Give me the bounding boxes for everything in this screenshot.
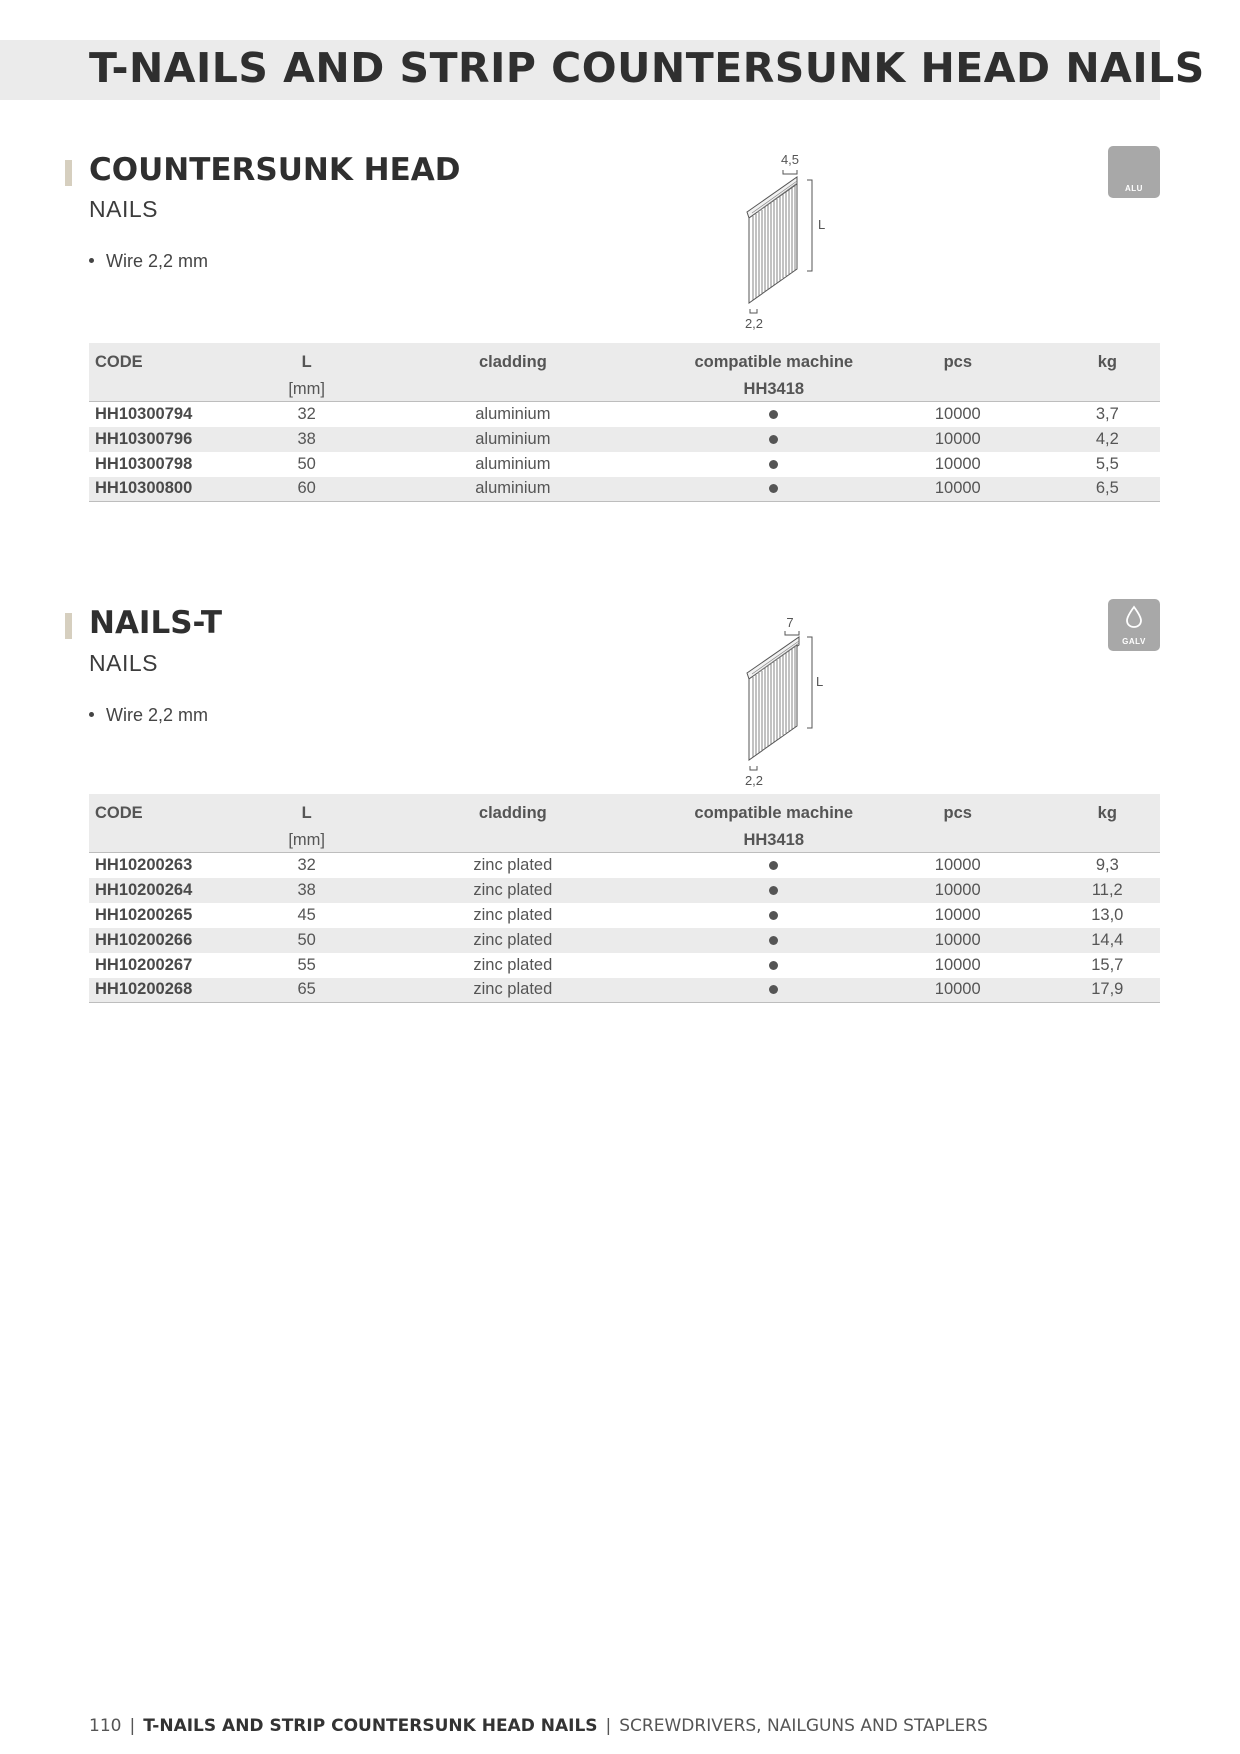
compatible-dot-icon [769, 410, 778, 419]
cell-l: 60 [297, 479, 316, 498]
cell-cladding: aluminium [475, 454, 551, 473]
footer-category: SCREWDRIVERS, NAILGUNS AND STAPLERS [619, 1716, 988, 1736]
col-header-kg: kg [1097, 352, 1117, 371]
cell-pcs: 10000 [934, 404, 981, 423]
product-table-countersunk [89, 343, 1160, 502]
cell-l: 45 [297, 905, 316, 924]
col-header-cladding: cladding [478, 352, 547, 371]
droplet-icon [1125, 605, 1143, 629]
section-title: COUNTERSUNK HEAD [89, 152, 461, 188]
table-row [89, 878, 1160, 903]
cell-kg: 9,3 [1095, 855, 1119, 874]
bullet-dot [89, 712, 94, 717]
table-row [89, 853, 1160, 878]
table-row [89, 953, 1160, 978]
footer-separator: | [129, 1716, 136, 1736]
cell-compatible [687, 427, 861, 452]
section-accent-bar [65, 613, 72, 639]
page-title: T-NAILS AND STRIP COUNTERSUNK HEAD NAILS [89, 44, 1205, 92]
cell-pcs: 10000 [934, 454, 981, 473]
spec-bullet [89, 251, 208, 272]
machine-model: HH3418 [743, 830, 805, 849]
cell-pcs: 10000 [934, 955, 981, 974]
compatible-dot-icon [769, 936, 778, 945]
cell-compatible [687, 978, 861, 1003]
col-header-l: L [301, 352, 312, 371]
cell-cladding: zinc plated [473, 855, 553, 874]
section-accent-bar [65, 160, 72, 186]
cell-cladding: zinc plated [473, 905, 553, 924]
cell-l: 32 [297, 404, 316, 423]
cell-pcs: 10000 [934, 930, 981, 949]
galv-badge [1108, 599, 1160, 651]
wire-dimension-label: 2,2 [744, 773, 764, 788]
cell-code: HH10200265 [95, 905, 193, 924]
cell-l: 32 [297, 855, 316, 874]
cell-code: HH10200263 [95, 855, 193, 874]
cell-pcs: 10000 [934, 479, 981, 498]
footer-section: T-NAILS AND STRIP COUNTERSUNK HEAD NAILS [143, 1716, 598, 1736]
cell-compatible [687, 477, 861, 502]
bullet-dot [89, 258, 94, 263]
section-subtitle: NAILS [89, 650, 158, 676]
cell-code: HH10200264 [95, 880, 193, 899]
cell-l: 38 [297, 880, 316, 899]
cell-code: HH10300796 [95, 429, 193, 448]
cell-l: 55 [297, 955, 316, 974]
product-table-nails-t [89, 794, 1160, 1003]
cell-kg: 13,0 [1091, 905, 1124, 924]
cell-compatible [687, 903, 861, 928]
cell-compatible [687, 878, 861, 903]
compatible-dot-icon [769, 484, 778, 493]
compatible-dot-icon [769, 886, 778, 895]
cell-kg: 6,5 [1095, 479, 1119, 498]
cell-code: HH10200266 [95, 930, 193, 949]
cell-code: HH10200268 [95, 980, 193, 999]
section-title: NAILS-T [89, 605, 223, 641]
col-header-code: CODE [95, 352, 143, 371]
cell-cladding: zinc plated [473, 980, 553, 999]
compatible-dot-icon [769, 911, 778, 920]
cell-pcs: 10000 [934, 855, 981, 874]
cell-kg: 15,7 [1091, 955, 1124, 974]
badge-label: GALV [1122, 637, 1146, 646]
cell-kg: 3,7 [1095, 404, 1119, 423]
col-header-l: L [301, 803, 312, 822]
col-unit-l: [mm] [288, 830, 325, 849]
cell-compatible [687, 452, 861, 477]
col-header-cladding: cladding [478, 803, 547, 822]
alu-badge [1108, 146, 1160, 198]
page-footer [89, 1716, 988, 1736]
cell-cladding: aluminium [475, 429, 551, 448]
table-row [89, 903, 1160, 928]
head-dimension-label: 4,5 [780, 152, 800, 167]
bullet-text: Wire 2,2 mm [106, 251, 209, 271]
table-row [89, 978, 1160, 1003]
col-header-pcs: pcs [943, 803, 972, 822]
cell-pcs: 10000 [934, 429, 981, 448]
machine-model: HH3418 [743, 379, 805, 398]
nail-strip-diagram [730, 607, 840, 792]
length-label: L [818, 217, 826, 232]
col-header-machine: compatible machine [694, 352, 854, 371]
cell-pcs: 10000 [934, 980, 981, 999]
cell-compatible [687, 402, 861, 427]
cell-compatible [687, 928, 861, 953]
cell-code: HH10200267 [95, 955, 193, 974]
cell-cladding: zinc plated [473, 955, 553, 974]
wire-dimension-label: 2,2 [744, 316, 764, 331]
cell-l: 65 [297, 980, 316, 999]
cell-kg: 4,2 [1095, 429, 1119, 448]
cell-code: HH10300800 [95, 479, 193, 498]
table-row [89, 402, 1160, 427]
col-header-machine: compatible machine [694, 803, 854, 822]
cell-l: 50 [297, 454, 316, 473]
cell-kg: 14,4 [1091, 930, 1124, 949]
bullet-text: Wire 2,2 mm [106, 705, 209, 725]
cell-l: 38 [297, 429, 316, 448]
col-header-kg: kg [1097, 803, 1117, 822]
length-label: L [816, 674, 824, 689]
compatible-dot-icon [769, 435, 778, 444]
cell-kg: 11,2 [1091, 880, 1123, 899]
table-row [89, 427, 1160, 452]
cell-code: HH10300794 [95, 404, 193, 423]
cell-kg: 5,5 [1095, 454, 1119, 473]
compatible-dot-icon [769, 861, 778, 870]
col-unit-l: [mm] [288, 379, 325, 398]
cell-kg: 17,9 [1091, 980, 1124, 999]
badge-label: ALU [1125, 184, 1143, 193]
compatible-dot-icon [769, 985, 778, 994]
col-header-code: CODE [95, 803, 143, 822]
footer-separator: | [605, 1716, 612, 1736]
spec-bullet [89, 705, 208, 726]
col-header-pcs: pcs [943, 352, 973, 371]
nail-strip-diagram [730, 150, 840, 335]
cell-compatible [687, 853, 861, 878]
cell-cladding: aluminium [475, 404, 551, 423]
compatible-dot-icon [769, 460, 778, 469]
cell-pcs: 10000 [934, 880, 981, 899]
cell-code: HH10300798 [95, 454, 193, 473]
compatible-dot-icon [769, 961, 778, 970]
head-dimension-label: 7 [786, 615, 794, 630]
table-row [89, 452, 1160, 477]
cell-cladding: aluminium [475, 479, 551, 498]
cell-compatible [687, 953, 861, 978]
cell-pcs: 10000 [934, 905, 981, 924]
cell-cladding: zinc plated [473, 930, 553, 949]
page-number: 110 [89, 1716, 122, 1736]
table-row [89, 477, 1160, 502]
cell-cladding: zinc plated [473, 880, 553, 899]
section-subtitle: NAILS [89, 196, 158, 222]
table-row [89, 928, 1160, 953]
cell-l: 50 [297, 930, 316, 949]
